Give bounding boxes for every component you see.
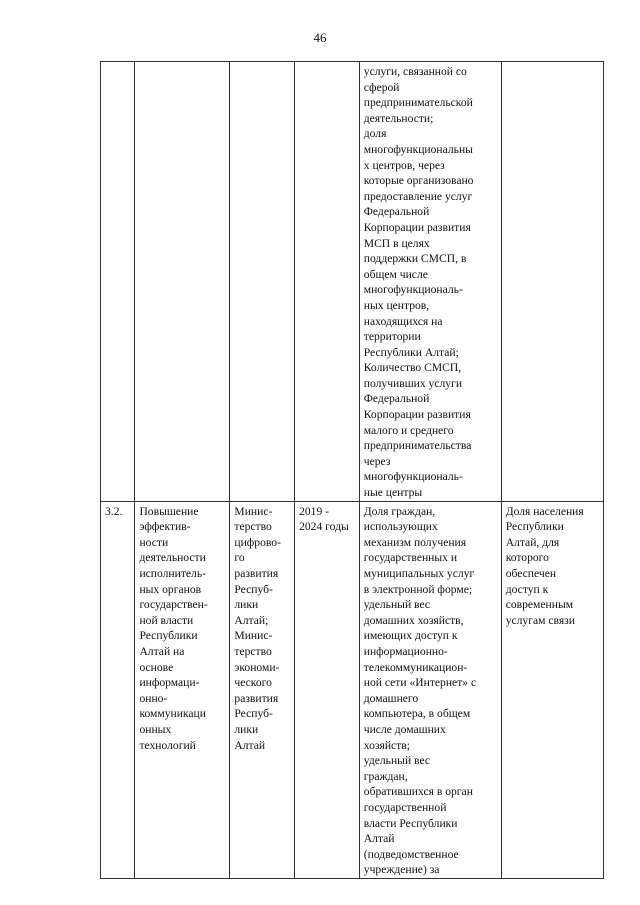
cell-text-line: компьютера, в общем — [363, 707, 471, 721]
cell-text-line: числе домашних — [363, 722, 446, 736]
cell-text-line: государствен- — [139, 598, 208, 612]
cell-text-line: территории — [363, 330, 421, 344]
cell-text-line: предпринимательства — [363, 439, 472, 453]
table-row-3-2 — [101, 501, 604, 878]
cell-text-line: через — [363, 454, 391, 468]
cell-text-line: услуги, связанной со — [363, 65, 467, 78]
cell-text-line: ных центров, — [363, 298, 430, 312]
cell-text-line: развития — [234, 567, 279, 580]
cell-text-line: государственной — [363, 800, 447, 814]
cell-text-line: муниципальных услуг — [363, 567, 475, 580]
cell-text-line: доля — [363, 127, 387, 141]
cell-text-line: Республики Алтай; — [363, 345, 459, 359]
cell-activity-name — [135, 501, 230, 878]
cell-text-line: Доля населения — [505, 504, 584, 518]
cell-text-line: Федеральной — [363, 392, 430, 406]
cell-text-line: механизм получения — [363, 535, 467, 549]
cell-text-line: в электронной форме; — [363, 582, 473, 596]
cell-text-line: Минис- — [234, 504, 273, 518]
cell-text-line: получивших услуги — [363, 376, 463, 390]
cell-name-empty — [135, 62, 230, 502]
cell-text-line: 2024 годы — [299, 520, 349, 534]
cell-text-line: эффектив- — [139, 520, 191, 534]
cell-text-line: Корпорации развития — [363, 220, 471, 234]
cell-results-empty — [501, 62, 603, 502]
cell-text-line: онных — [139, 722, 172, 736]
cell-text-line: х центров, через — [363, 158, 445, 172]
cell-text-line: имеющих доступ к — [363, 629, 458, 643]
cell-text-line: услугам связи — [505, 613, 575, 627]
cell-text-line: домашнего — [363, 691, 419, 705]
cell-text-line: Корпорации развития — [363, 408, 471, 422]
cell-text-line: Алтай — [234, 738, 266, 752]
cell-text-line: Респуб- — [234, 707, 273, 721]
cell-text-line: малого и среднего — [363, 423, 454, 437]
cell-text-line: Количество СМСП, — [363, 361, 462, 375]
cell-text-line: хозяйств; — [363, 738, 410, 752]
cell-text-line: телекоммуникацион- — [363, 660, 468, 674]
cell-text-line: Доля граждан, — [363, 504, 436, 518]
cell-executors — [230, 501, 295, 878]
cell-text-line: го — [234, 551, 245, 565]
cell-text-line: доступ к — [505, 582, 549, 596]
cell-text-line: многофункциональ- — [363, 470, 463, 484]
cell-text-line: информаци- — [139, 676, 200, 690]
cell-text-line: обеспечен — [505, 567, 557, 580]
cell-number-empty — [101, 62, 135, 502]
cell-text-line: МСП в целях — [363, 236, 430, 250]
cell-indicators-continuation — [359, 62, 501, 502]
cell-text-line: предпринимательской — [363, 96, 473, 110]
cell-text-line: деятельности; — [363, 111, 434, 125]
cell-text-line: Алтай; — [234, 613, 269, 627]
cell-text-line: технологий — [139, 738, 196, 752]
cell-text-line: ческого — [234, 676, 272, 690]
cell-text-line: лики — [234, 722, 259, 736]
cell-text-line: лики — [234, 598, 259, 612]
cell-text-line: Повышение — [139, 504, 199, 518]
cell-text-line: которого — [505, 551, 549, 565]
cell-executors-empty — [230, 62, 295, 502]
cell-text-line: онно- — [139, 691, 168, 705]
cell-term — [295, 501, 360, 878]
cell-text-line: Минис- — [234, 629, 273, 643]
cell-text-line: ные центры — [363, 486, 423, 500]
cell-text-line: удельный вес — [363, 754, 431, 768]
cell-text-line: терство — [234, 644, 272, 658]
cell-text-line: общем числе — [363, 267, 428, 281]
cell-text-line: исполнитель- — [139, 567, 206, 580]
cell-text-line: ной сети «Интернет» с — [363, 676, 477, 690]
cell-text-line: многофункциональны — [363, 142, 473, 156]
cell-text-line: использующих — [363, 520, 438, 534]
cell-text-line: сферой — [363, 80, 400, 94]
cell-text-line: государственных и — [363, 551, 458, 565]
cell-text-line: граждан, — [363, 769, 408, 783]
cell-indicators — [359, 501, 501, 878]
cell-text-line: ности — [139, 535, 169, 549]
cell-text-line: основе — [139, 660, 174, 674]
cell-results — [501, 501, 603, 878]
cell-text-line: поддержки СМСП, в — [363, 252, 467, 266]
cell-text-line: терство — [234, 520, 272, 534]
table-row-continuation — [101, 62, 604, 502]
cell-text-line: развития — [234, 691, 279, 705]
cell-text-line: удельный вес — [363, 598, 431, 612]
cell-text-line: власти Республики — [363, 816, 458, 830]
cell-text-line: 2019 - — [299, 504, 330, 518]
cell-text-line: домашних хозяйств, — [363, 613, 464, 627]
cell-text-line: Алтай, для — [505, 535, 560, 549]
page-number: 46 — [313, 30, 327, 45]
cell-text-line: деятельности — [139, 551, 206, 565]
cell-text-line: Республики — [139, 629, 198, 643]
cell-term-empty — [295, 62, 360, 502]
cell-text-line: Алтай на — [139, 644, 185, 658]
cell-text-line: Алтай — [363, 832, 395, 846]
cell-text-line: Респуб- — [234, 582, 273, 596]
cell-text-line: учреждение) за — [363, 863, 440, 877]
cell-text-line: ных органов — [139, 582, 202, 596]
cell-text-line: современным — [505, 598, 574, 612]
cell-text-line: информационно- — [363, 644, 448, 658]
cell-text-line: многофункциональ- — [363, 283, 463, 297]
cell-text-line: коммуникаци — [139, 707, 206, 721]
activities-table — [100, 61, 604, 879]
cell-text-line: ной власти — [139, 613, 194, 627]
cell-text-line: предоставление услуг — [363, 189, 473, 203]
cell-text-line: (подведомственное — [363, 847, 459, 861]
cell-number: 3.2. — [101, 501, 135, 878]
cell-text-line: обратившихся в орган — [363, 785, 473, 799]
cell-text-line: Республики — [505, 520, 564, 534]
cell-text-line: экономи- — [234, 660, 280, 674]
cell-text-line: которые организовано — [363, 174, 474, 188]
cell-text-line: находящихся на — [363, 314, 443, 328]
cell-text-line: цифрово- — [234, 535, 281, 549]
cell-text-line: Федеральной — [363, 205, 430, 219]
